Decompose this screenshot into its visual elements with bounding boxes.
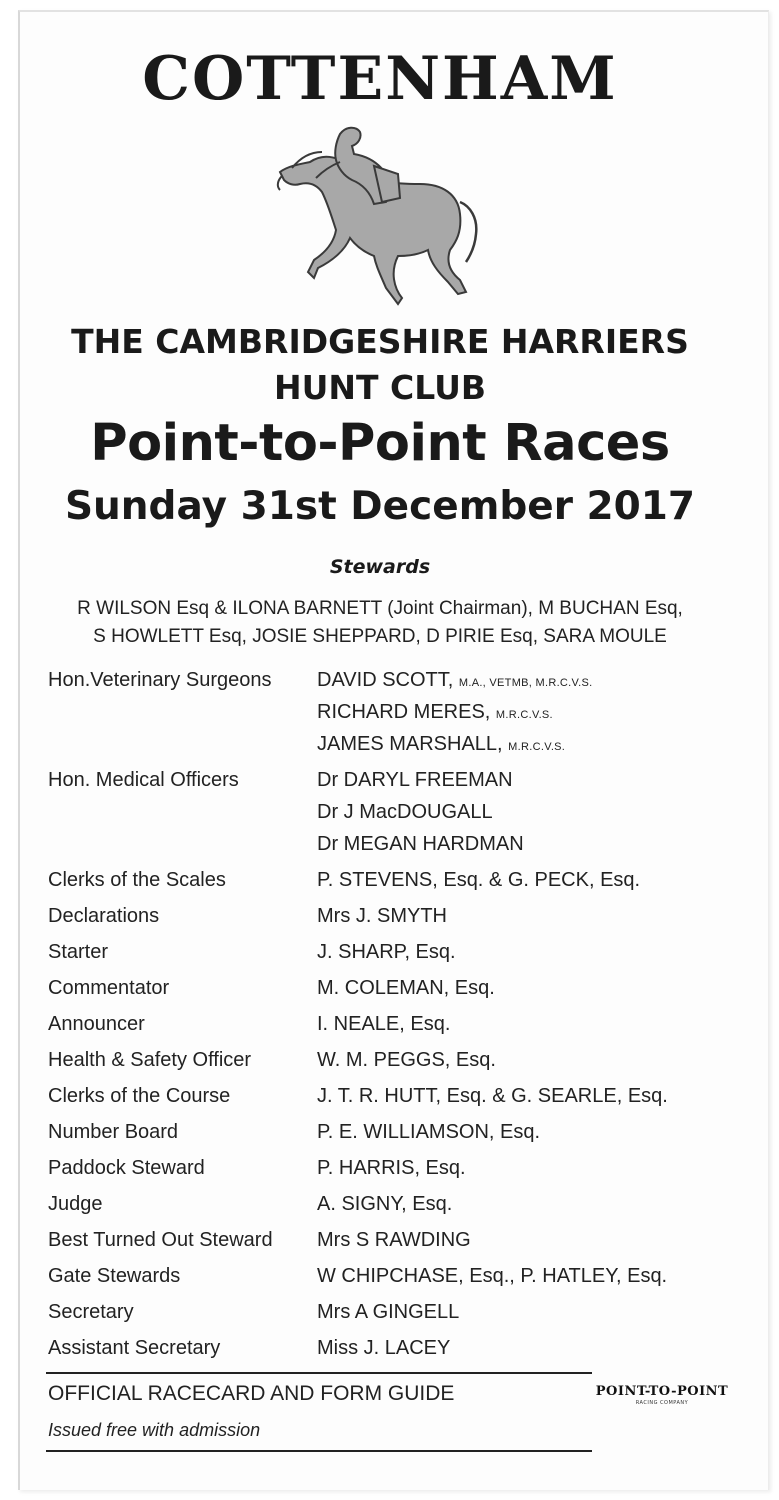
official-role: Judge xyxy=(48,1193,103,1215)
official-names xyxy=(317,900,748,932)
racehorse-jockey-icon xyxy=(270,122,485,317)
official-names xyxy=(317,1296,748,1328)
official-role: Gate Stewards xyxy=(48,1265,181,1287)
official-names xyxy=(317,936,748,968)
official-names xyxy=(317,1152,748,1184)
official-names xyxy=(317,1260,748,1292)
official-role: Assistant Secretary xyxy=(48,1337,221,1359)
official-names xyxy=(317,1332,748,1364)
official-role: Best Turned Out Steward xyxy=(48,1229,273,1251)
official-name xyxy=(317,664,748,696)
official-name-text: I. NEALE, Esq. xyxy=(317,1013,451,1035)
official-row xyxy=(48,972,748,1004)
divider xyxy=(46,1372,592,1374)
official-name-text: Dr J MacDOUGALL xyxy=(317,801,493,823)
official-name xyxy=(317,728,748,760)
event-date: Sunday 31st December 2017 xyxy=(64,484,696,529)
official-name-text: W. M. PEGGS, Esq. xyxy=(317,1049,496,1071)
official-role: Clerks of the Course xyxy=(48,1085,231,1107)
official-name-text: A. SIGNY, Esq. xyxy=(317,1193,453,1215)
club-name-line2: HUNT CLUB xyxy=(273,368,487,407)
officials-list xyxy=(48,664,748,1368)
official-name-text: DAVID SCOTT, xyxy=(317,669,454,691)
official-name-text: Mrs S RAWDING xyxy=(317,1229,471,1251)
official-row xyxy=(48,664,748,760)
official-name xyxy=(317,936,748,968)
official-name xyxy=(317,1260,748,1292)
stewards-heading: Stewards xyxy=(329,556,431,578)
official-row xyxy=(48,900,748,932)
official-name-text: P. E. WILLIAMSON, Esq. xyxy=(317,1121,541,1143)
club-name-line1: THE CAMBRIDGESHIRE HARRIERS xyxy=(71,322,689,361)
official-name xyxy=(317,864,748,896)
official-row xyxy=(48,1224,748,1256)
official-names xyxy=(317,972,748,1004)
official-name xyxy=(317,1080,748,1112)
official-row xyxy=(48,936,748,968)
venue-title: COTTENHAM xyxy=(142,44,618,114)
official-names xyxy=(317,764,748,860)
point-to-point-logo xyxy=(582,1384,742,1406)
official-name-text: Dr MEGAN HARDMAN xyxy=(317,833,524,855)
official-role: Commentator xyxy=(48,977,170,999)
official-names xyxy=(317,1116,748,1148)
stewards-line: S HOWLETT Esq, JOSIE SHEPPARD, D PIRIE Esq, SARA MOULE xyxy=(93,626,667,647)
official-role: Hon. Medical Officers xyxy=(48,769,239,791)
official-row xyxy=(48,1116,748,1148)
official-names xyxy=(317,664,748,760)
official-name xyxy=(317,1224,748,1256)
official-names xyxy=(317,1008,748,1040)
official-name-text: RICHARD MERES, xyxy=(317,701,491,723)
qualification-suffix: M.R.C.V.S. xyxy=(508,741,566,753)
official-name xyxy=(317,972,748,1004)
official-row xyxy=(48,1152,748,1184)
official-row xyxy=(48,1008,748,1040)
official-name-text: J. SHARP, Esq. xyxy=(317,941,456,963)
official-row xyxy=(48,1080,748,1112)
official-role: Number Board xyxy=(48,1121,179,1143)
official-name-text: Mrs A GINGELL xyxy=(317,1301,460,1323)
official-names xyxy=(317,1224,748,1256)
official-name-text: JAMES MARSHALL, xyxy=(317,733,503,755)
qualification-suffix: M.R.C.V.S. xyxy=(495,709,553,721)
official-role: Clerks of the Scales xyxy=(48,869,226,891)
official-names xyxy=(317,1188,748,1220)
official-role: Announcer xyxy=(48,1013,145,1035)
official-name xyxy=(317,796,748,828)
stewards-line: R WILSON Esq & ILONA BARNETT (Joint Chairman), M BUCHAN Esq, xyxy=(77,598,683,619)
logo-text: POINT-TO-POINT xyxy=(595,1384,729,1399)
logo-subtext: RACING COMPANY xyxy=(635,1400,689,1406)
official-name-text: Miss J. LACEY xyxy=(317,1337,451,1359)
official-name-text: Dr DARYL FREEMAN xyxy=(317,769,513,791)
official-name xyxy=(317,828,748,860)
official-row xyxy=(48,764,748,860)
official-row xyxy=(48,1296,748,1328)
official-name xyxy=(317,1152,748,1184)
official-name-text: Mrs J. SMYTH xyxy=(317,905,447,927)
official-role: Hon.Veterinary Surgeons xyxy=(48,669,272,691)
official-role: Paddock Steward xyxy=(48,1157,205,1179)
official-name xyxy=(317,1116,748,1148)
official-name xyxy=(317,1188,748,1220)
official-name-text: P. STEVENS, Esq. & G. PECK, Esq. xyxy=(317,869,641,891)
official-name xyxy=(317,696,748,728)
official-role: Declarations xyxy=(48,905,160,927)
official-name xyxy=(317,1008,748,1040)
official-name-text: W CHIPCHASE, Esq., P. HATLEY, Esq. xyxy=(317,1265,668,1287)
official-row xyxy=(48,1332,748,1364)
official-row xyxy=(48,1044,748,1076)
official-name xyxy=(317,764,748,796)
official-name xyxy=(317,900,748,932)
official-role: Starter xyxy=(48,941,109,963)
official-role: Secretary xyxy=(48,1301,134,1323)
official-names xyxy=(317,1080,748,1112)
official-row xyxy=(48,864,748,896)
official-name-text: P. HARRIS, Esq. xyxy=(317,1157,466,1179)
official-row xyxy=(48,1188,748,1220)
official-name xyxy=(317,1332,748,1364)
qualification-suffix: M.A., VETMB, M.R.C.V.S. xyxy=(458,677,593,689)
racecard-label: OFFICIAL RACECARD AND FORM GUIDE xyxy=(48,1382,455,1405)
divider xyxy=(46,1450,592,1452)
official-role: Health & Safety Officer xyxy=(48,1049,252,1071)
official-name xyxy=(317,1044,748,1076)
official-names xyxy=(317,1044,748,1076)
official-names xyxy=(317,864,748,896)
admission-note: Issued free with admission xyxy=(48,1420,261,1440)
official-row xyxy=(48,1260,748,1292)
official-name-text: J. T. R. HUTT, Esq. & G. SEARLE, Esq. xyxy=(317,1085,668,1107)
event-title: Point-to-Point Races xyxy=(90,414,670,473)
official-name xyxy=(317,1296,748,1328)
official-name-text: M. COLEMAN, Esq. xyxy=(317,977,495,999)
